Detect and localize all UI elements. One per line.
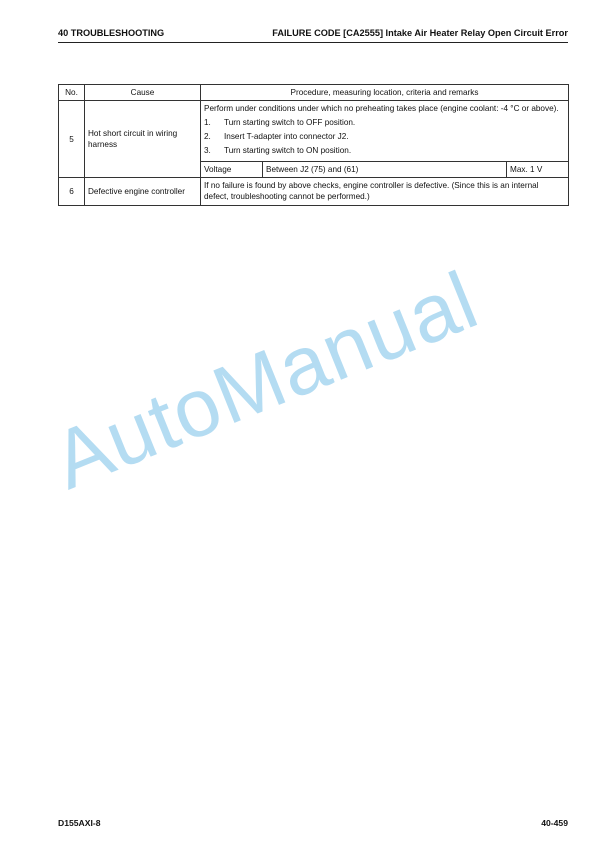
step-number: 1.: [204, 118, 211, 128]
step-number: 2.: [204, 132, 211, 142]
page-footer: [58, 818, 568, 828]
cause-cell: Defective engine controller: [85, 178, 201, 205]
table-row: [59, 178, 569, 205]
page-header: [58, 28, 568, 43]
procedure-cell: [201, 101, 569, 162]
row-number: 6: [59, 178, 85, 205]
page-number: 40-459: [541, 818, 568, 828]
procedure-steps: [204, 117, 565, 156]
column-header-no: No.: [59, 85, 85, 101]
step-text: Turn starting switch to ON position.: [224, 146, 352, 156]
procedure-step: [204, 131, 565, 142]
column-header-cause: Cause: [85, 85, 201, 101]
measurement-item: Voltage: [201, 162, 263, 178]
table-header-row: [59, 85, 569, 101]
step-text: Insert T-adapter into connector J2.: [224, 132, 349, 142]
cause-cell: Hot short circuit in wiring harness: [85, 101, 201, 178]
remarks-cell: If no failure is found by above checks, engine controller is defective. (Since this is an internal defect, troubleshooting cannot be performed.): [201, 178, 569, 205]
procedure-step: [204, 145, 565, 156]
watermark: AutoManual: [40, 254, 490, 507]
model-code: D155AXI-8: [58, 818, 101, 828]
table-row: [59, 101, 569, 162]
step-text: Turn starting switch to OFF position.: [224, 118, 356, 128]
row-number: 5: [59, 101, 85, 178]
troubleshooting-table: [58, 84, 569, 206]
column-header-procedure: Procedure, measuring location, criteria and remarks: [201, 85, 569, 101]
procedure-step: [204, 117, 565, 128]
step-number: 3.: [204, 146, 211, 156]
page-title: FAILURE CODE [CA2555] Intake Air Heater Relay Open Circuit Error: [272, 28, 568, 38]
section-title: 40 TROUBLESHOOTING: [58, 28, 165, 38]
measurement-location: Between J2 (75) and (61): [263, 162, 507, 178]
measurement-criteria: Max. 1 V: [507, 162, 569, 178]
procedure-intro: Perform under conditions under which no preheating takes place (engine coolant: -4 °C or above).: [204, 104, 559, 114]
